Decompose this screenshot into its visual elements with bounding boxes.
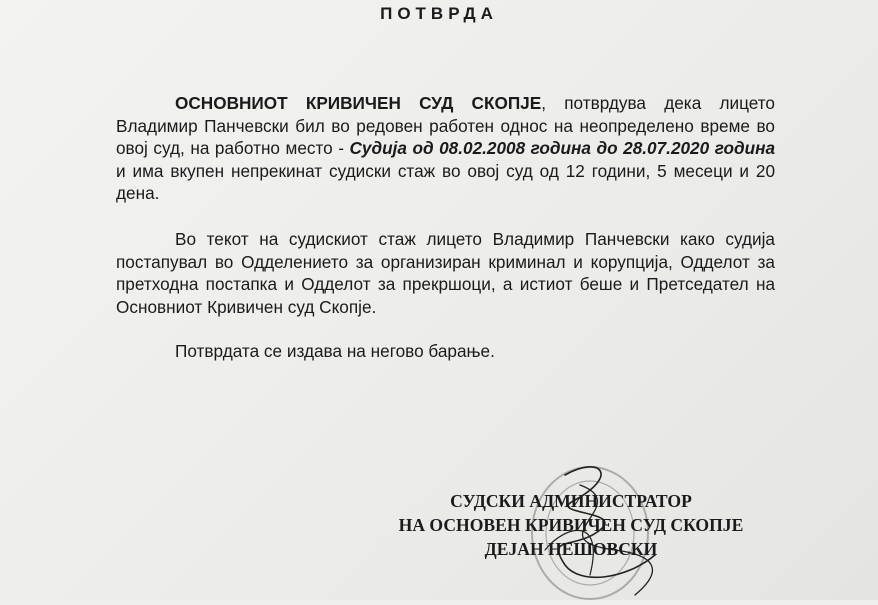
paragraph-career [116, 228, 775, 318]
position-dates: Судија од 08.02.2008 година до 28.07.2020 година [349, 138, 776, 158]
paragraph-confirmation [116, 92, 775, 205]
document-title: ПОТВРДА [380, 4, 498, 23]
court-name: ОСНОВНИОТ КРИВИЧЕН СУД СКОПЈЕ [175, 93, 542, 113]
paragraph-1-text-b: и има вкупен непрекинат судиски стаж во овој суд од 12 години, 5 месеци и 20 дена. [116, 160, 775, 203]
signature-block [380, 489, 762, 561]
paragraph-3-text: Потврдата се издава на негово барање. [175, 341, 495, 361]
signatory-name: ДЕЈАН НЕШОВСКИ [484, 539, 658, 559]
signature-title: СУДСКИ АДМИНИСТРАТОР [450, 491, 692, 511]
paragraph-1-text-a: , потврдува дека лицето Владимир Панчевски бил во редовен работен однос на неопределено време во овој суд, на работно место - [116, 93, 775, 158]
paragraph-2-text: Во текот на судискиот стаж лицето Владимир Панчевски како судија постапувал во Одделението за организиран криминал и корупција, Одделот за претходна постапка и Одделот за прекршоци, а истиот беше и Претседател на Основниот Кривичен суд Скопје. [116, 229, 775, 317]
paragraph-issuance [116, 340, 775, 363]
signature-institution: НА ОСНОВЕН КРИВИЧЕН СУД СКОПЈЕ [398, 515, 744, 535]
